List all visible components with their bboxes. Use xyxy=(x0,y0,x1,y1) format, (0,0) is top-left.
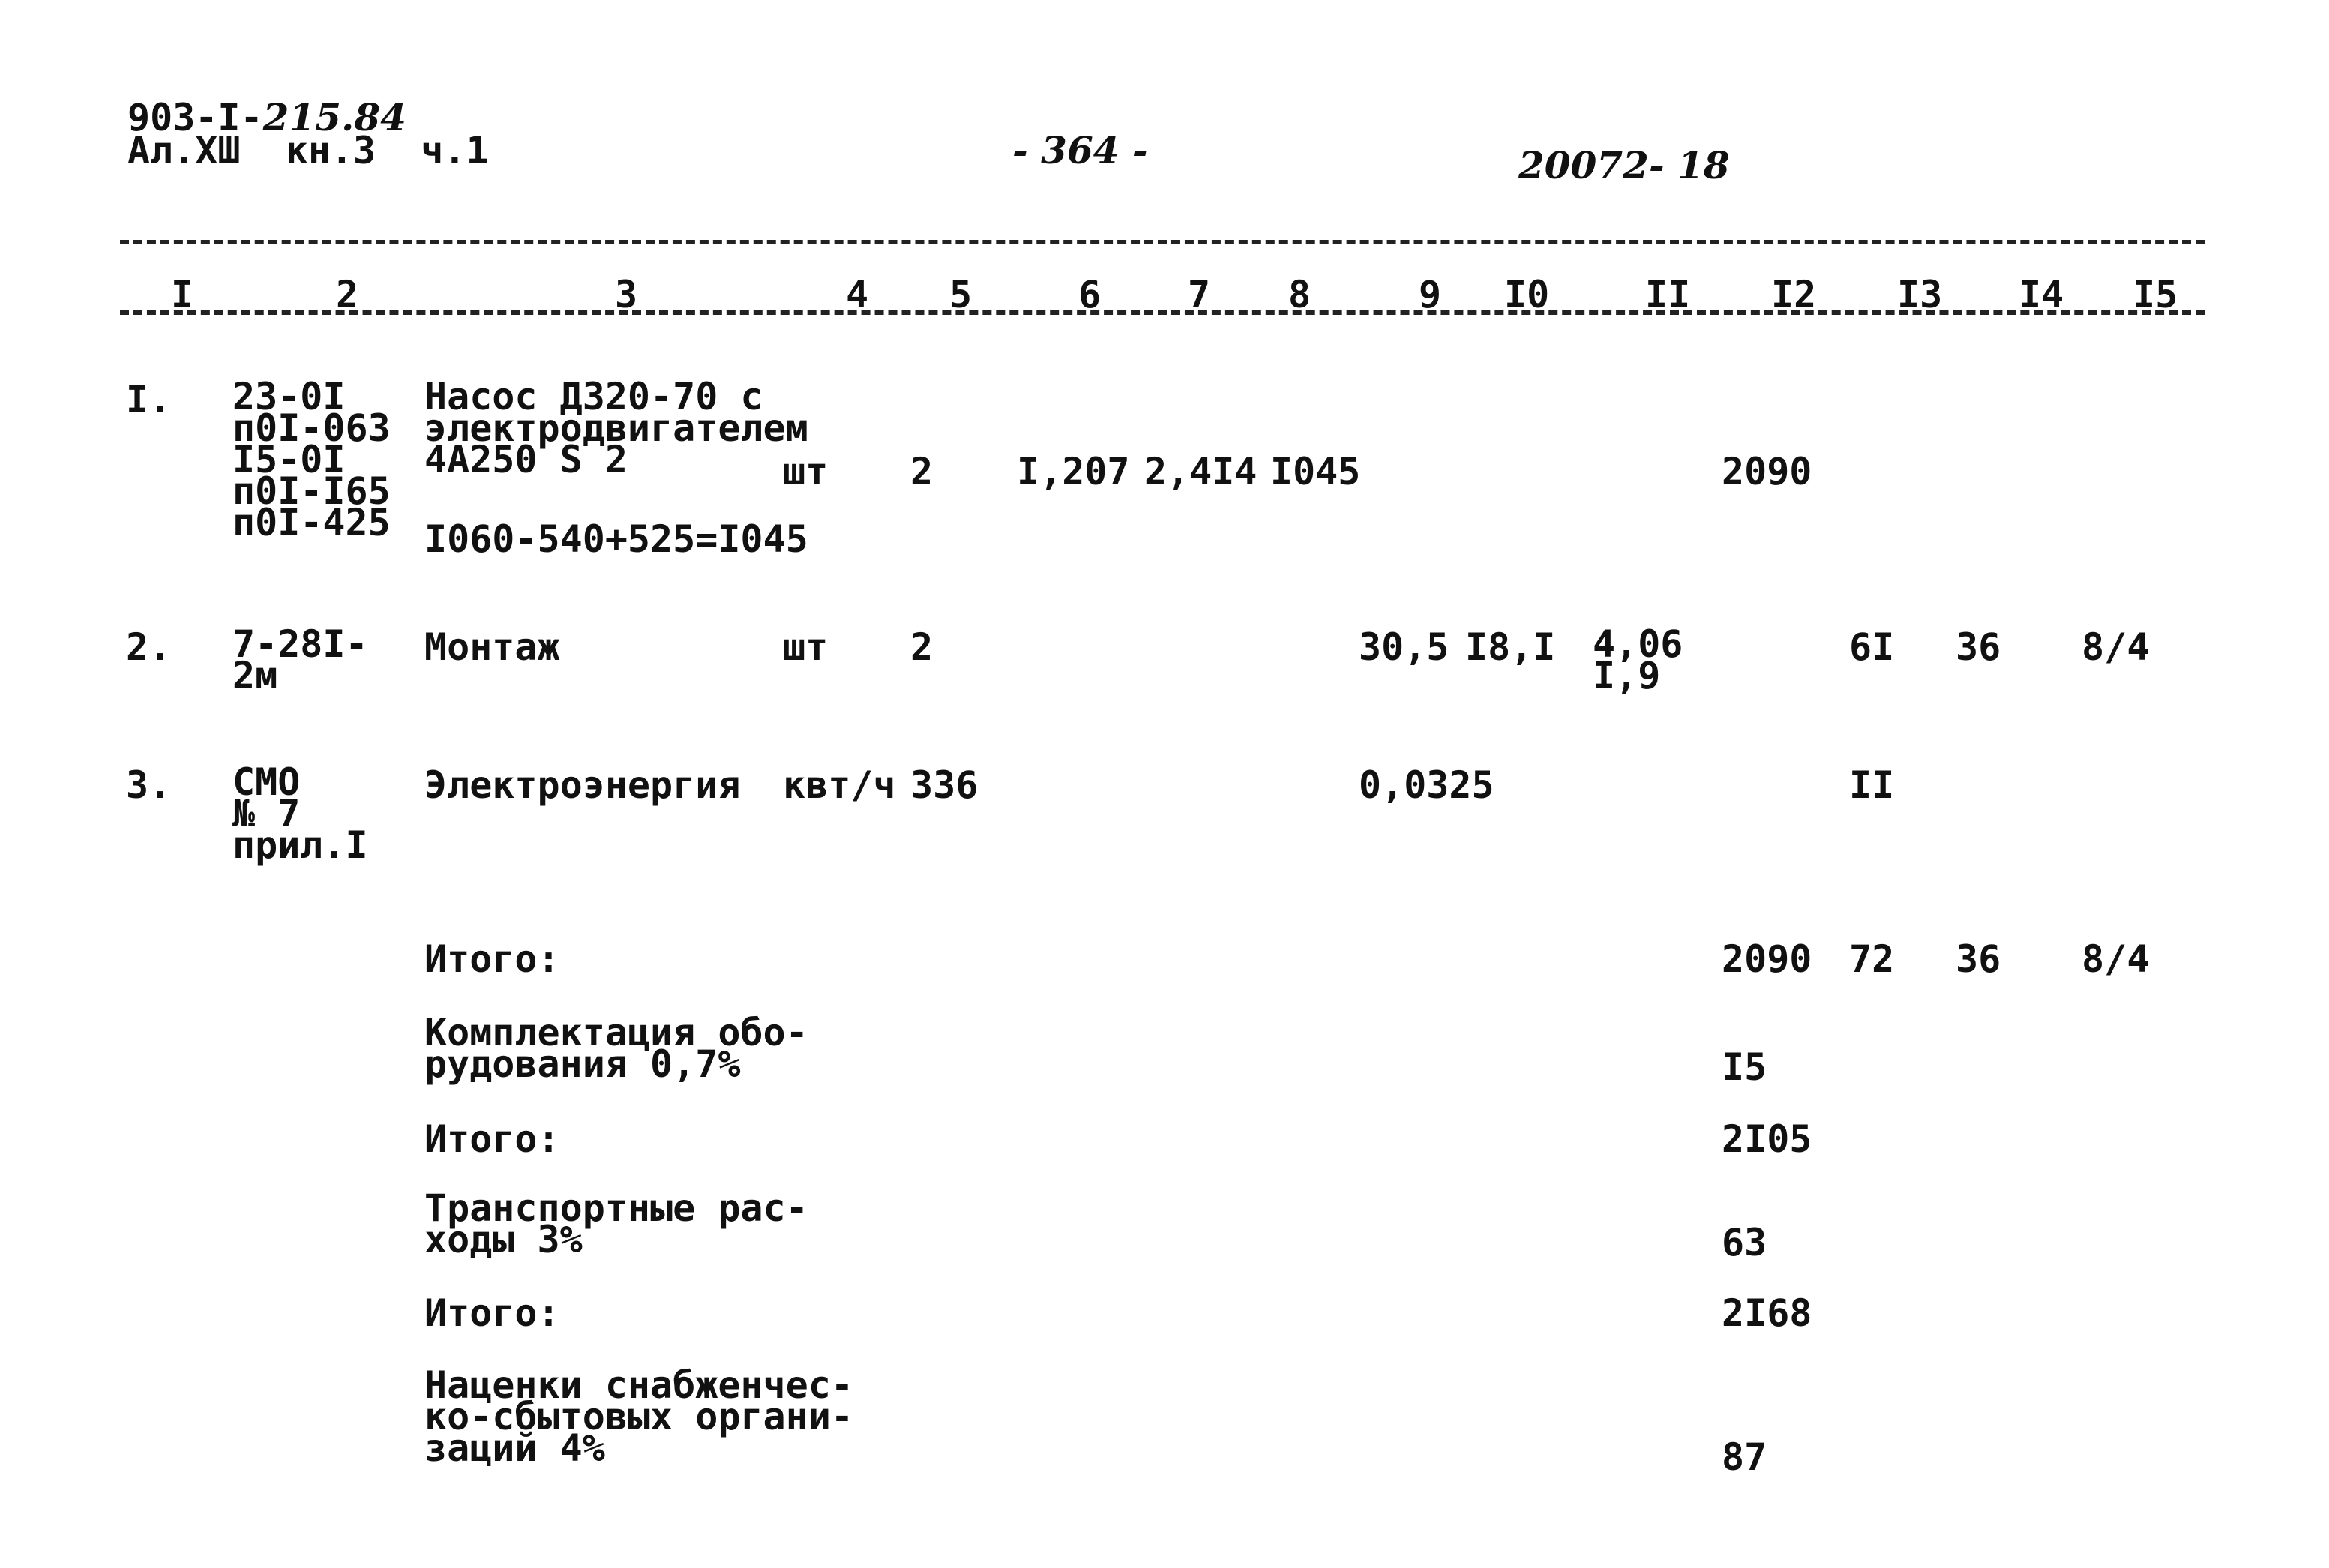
col-number-15: I5 xyxy=(2133,273,2178,316)
cell-col-12: 2090 xyxy=(1722,450,1812,493)
row-number: I. xyxy=(126,378,172,421)
document-code-printed: 903-I- xyxy=(127,96,263,139)
summary-label: Итого: xyxy=(424,1291,560,1335)
quantity: 2 xyxy=(910,450,934,493)
cell-col-12: 87 xyxy=(1722,1435,1767,1479)
cell-col-12: 63 xyxy=(1722,1221,1767,1264)
col-number-9: 9 xyxy=(1419,273,1442,316)
rule-top xyxy=(120,240,2205,244)
item-name: Монтаж xyxy=(424,625,560,669)
unit: шт xyxy=(783,450,829,493)
document-code-handwritten: 215.84 xyxy=(262,95,406,139)
col-number-12: I2 xyxy=(1771,273,1817,316)
cell-col-13: II xyxy=(1849,763,1895,807)
page-number: - 364 - xyxy=(1012,128,1148,172)
cell-col-12: 2I68 xyxy=(1722,1291,1812,1335)
cell-col-15: 8/4 xyxy=(2082,937,2150,981)
cell-col-12: 2090 xyxy=(1722,937,1812,981)
row-number: 2. xyxy=(126,625,172,669)
col-number-1: I xyxy=(171,273,194,316)
col-number-2: 2 xyxy=(336,273,359,316)
col-number-14: I4 xyxy=(2019,273,2064,316)
col-number-4: 4 xyxy=(846,273,869,316)
cell-col-14: 36 xyxy=(1956,625,2001,669)
item-name: Электроэнергия xyxy=(424,763,741,807)
col-number-7: 7 xyxy=(1188,273,1211,316)
col-number-13: I3 xyxy=(1897,273,1943,316)
cell-col-9: 30,5 xyxy=(1359,625,1449,669)
cell-col-9: 0,0325 xyxy=(1359,763,1494,807)
summary-label: Итого: xyxy=(424,937,560,981)
cell-col-12: I5 xyxy=(1722,1045,1767,1089)
quantity: 336 xyxy=(910,763,979,807)
price-code: 7-28I- 2м xyxy=(232,622,368,697)
col-number-11: II xyxy=(1645,273,1691,316)
price-code: 23-0I п0I-063 I5-0I п0I-I65 п0I-425 xyxy=(232,375,391,544)
cell-col-11: 4,06 I,9 xyxy=(1593,622,1683,697)
cell-col-14: 36 xyxy=(1956,937,2001,981)
col-number-8: 8 xyxy=(1288,273,1311,316)
cell-col-13: 72 xyxy=(1849,937,1895,981)
cell-col-15: 8/4 xyxy=(2082,625,2150,669)
summary-label: Комплектация обо- рудования 0,7% xyxy=(424,1011,808,1086)
unit: квт/ч xyxy=(783,763,896,807)
summary-label: Наценки снабженчес- ко-сбытовых органи- заций 4% xyxy=(424,1363,853,1470)
item-name: Насос Д320-70 с электродвигателем 4А250 S 2 xyxy=(424,375,808,481)
summary-label: Транспортные рас- ходы 3% xyxy=(424,1186,808,1261)
cell-col-10: I8,I xyxy=(1465,625,1556,669)
cell-col-6: I,207 xyxy=(1017,450,1130,493)
sheet-number: 20072- 18 xyxy=(1518,143,1730,187)
cell-col-13: 6I xyxy=(1849,625,1895,669)
col-number-3: 3 xyxy=(615,273,638,316)
col-number-6: 6 xyxy=(1078,273,1102,316)
summary-label: Итого: xyxy=(424,1117,560,1161)
cell-col-8: I045 xyxy=(1270,450,1361,493)
quantity: 2 xyxy=(910,625,934,669)
cell-col-12: 2I05 xyxy=(1722,1117,1812,1161)
col-number-5: 5 xyxy=(949,273,973,316)
rule-bottom xyxy=(120,310,2205,315)
row-number: 3. xyxy=(126,763,172,807)
item-calc: I060-540+525=I045 xyxy=(424,517,808,561)
album-line: Ал.ХШ кн.3 ч.1 xyxy=(127,129,489,172)
unit: шт xyxy=(783,625,829,669)
price-code: СМО № 7 прил.I xyxy=(232,760,368,867)
cell-col-7: 2,4I4 xyxy=(1144,450,1257,493)
col-number-10: I0 xyxy=(1504,273,1550,316)
